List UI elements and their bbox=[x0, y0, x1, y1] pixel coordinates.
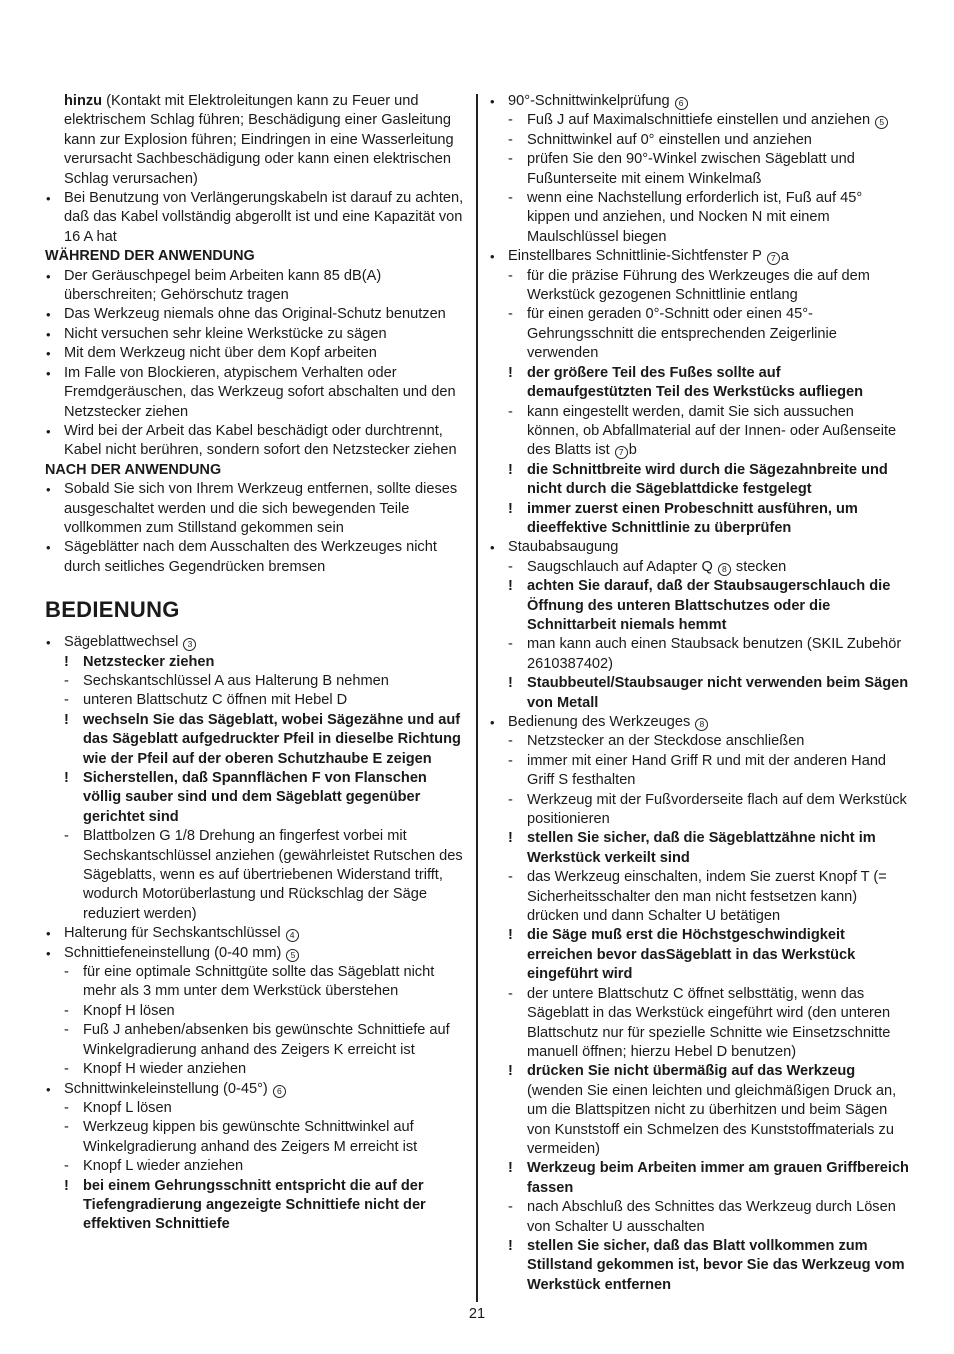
item-text: drücken Sie nicht übermäßig auf das Werkzeug bbox=[527, 1063, 856, 1080]
dash-item bbox=[64, 827, 467, 924]
warning-item bbox=[508, 926, 909, 984]
item-text: Werkzeug beim Arbeiten immer am grauen Griffbereich fassen bbox=[527, 1160, 909, 1196]
warning-marker: ! bbox=[508, 830, 513, 847]
dash-marker: - bbox=[64, 1099, 69, 1116]
bold-lead: hinzu bbox=[64, 93, 103, 109]
item-text: Fuß J anheben/absenken bis gewünschte Schnittiefe auf Winkelgradierung anhand des Zeigers K erreicht ist bbox=[83, 1022, 450, 1058]
bullet-item bbox=[45, 633, 467, 652]
warning-marker: ! bbox=[508, 927, 513, 944]
bullet-marker: • bbox=[490, 94, 495, 109]
dash-item bbox=[508, 189, 909, 247]
item-text: 90°-Schnittwinkelprüfung bbox=[508, 93, 670, 109]
item-text: unteren Blattschutz C öffnen mit Hebel D bbox=[83, 692, 348, 709]
item-text: bei einem Gehrungsschnitt entspricht die auf der Tiefengradierung angezeigte Schnittiefe nicht der effektiven Schnittiefe bbox=[83, 1177, 426, 1233]
item-text: die Säge muß erst die Höchstgeschwindigkeit erreichen bevor dasSägeblatt in das Werkstück eingeführt wird bbox=[527, 927, 856, 983]
dash-marker: - bbox=[64, 692, 69, 709]
bullet-item bbox=[489, 92, 909, 111]
warning-item bbox=[508, 829, 909, 868]
bullet-marker: • bbox=[490, 540, 495, 556]
dash-marker: - bbox=[508, 985, 513, 1002]
bullet-marker: • bbox=[46, 635, 51, 651]
bullet-item bbox=[45, 924, 467, 943]
bullet-item bbox=[45, 305, 467, 324]
item-text: Sicherstellen, daß Spannflächen F von Flanschen völlig sauber sind und dem Sägeblatt gegenüber gerichtet sind bbox=[83, 770, 427, 825]
figure-reference: 7 bbox=[767, 252, 780, 265]
dash-marker: - bbox=[508, 190, 513, 207]
dash-item bbox=[64, 1099, 467, 1118]
bullet-marker: • bbox=[46, 482, 51, 498]
subsection-heading: WÄHREND DER ANWENDUNG bbox=[45, 248, 255, 265]
item-text: der untere Blattschutz C öffnet selbsttätig, wenn das Sägeblatt in das Werkstück eingeführt wird (den unteren Blattschutz nur für spezielle Schnitte wie Einsetzschnitte manuell öffnen; hierzu Hebel D benutzen) bbox=[527, 985, 891, 1060]
bullet-item bbox=[45, 944, 467, 963]
dash-item bbox=[64, 672, 467, 691]
bullet-marker: • bbox=[46, 926, 51, 942]
dash-marker: - bbox=[64, 828, 69, 845]
figure-reference: 5 bbox=[286, 949, 299, 962]
dash-item bbox=[508, 111, 909, 130]
dash-marker: - bbox=[508, 558, 513, 575]
item-text: Sechskantschlüssel A aus Halterung B nehmen bbox=[83, 672, 389, 689]
figure-reference: 6 bbox=[273, 1085, 286, 1098]
warning-item bbox=[64, 1177, 467, 1235]
warning-marker: ! bbox=[508, 1063, 513, 1080]
dash-marker: - bbox=[508, 267, 513, 284]
dash-marker: - bbox=[64, 672, 69, 689]
warning-marker: ! bbox=[64, 711, 69, 728]
item-text: Einstellbares Schnittlinie-Sichtfenster P bbox=[508, 248, 762, 265]
item-text: Sägeblattwechsel bbox=[64, 634, 179, 651]
item-text: Halterung für Sechskantschlüssel bbox=[64, 925, 281, 942]
item-text: Knopf H lösen bbox=[83, 1002, 175, 1019]
paragraph-continuation bbox=[45, 92, 467, 189]
item-text: Das Werkzeug niemals ohne das Original-Schutz benutzen bbox=[64, 306, 446, 323]
warning-marker: ! bbox=[64, 1177, 69, 1194]
figure-reference: 8 bbox=[718, 563, 731, 576]
dash-item bbox=[64, 1002, 467, 1021]
warning-marker: ! bbox=[508, 364, 513, 381]
figure-reference: 4 bbox=[286, 929, 299, 942]
item-text: Staubabsaugung bbox=[508, 539, 619, 556]
dash-item bbox=[508, 131, 909, 150]
warning-item bbox=[64, 769, 467, 827]
figure-reference: 6 bbox=[675, 97, 688, 110]
item-text: wenn eine Nachstellung erforderlich ist, Fuß auf 45° kippen und anziehen, und Nocken N mit einem Maulschlüssel biegen bbox=[527, 190, 863, 245]
item-text: Sobald Sie sich von Ihrem Werkzeug entfernen, sollte dieses ausgeschaltet werden und die sich bewegenden Teile vollkommen zum Stillstand gekommen sein bbox=[64, 481, 458, 536]
item-text: kann eingestellt werden, damit Sie sich aussuchen können, ob Abfallmaterial auf der Innen- oder Außenseite des Blatts ist bbox=[527, 403, 897, 459]
dash-item bbox=[508, 868, 909, 926]
reference-suffix: b bbox=[628, 442, 637, 459]
dash-marker: - bbox=[508, 151, 513, 168]
left-column bbox=[45, 92, 467, 1235]
dash-marker: - bbox=[508, 306, 513, 323]
column-divider bbox=[476, 94, 478, 1302]
warning-item bbox=[508, 500, 909, 539]
bullet-marker: • bbox=[46, 307, 51, 323]
dash-item bbox=[508, 305, 909, 363]
item-text: Staubbeutel/Staubsauger nicht verwenden beim Sägen von Metall bbox=[527, 675, 909, 711]
item-text: Mit dem Werkzeug nicht über dem Kopf arbeiten bbox=[64, 345, 377, 362]
bullet-marker: • bbox=[46, 945, 51, 961]
warning-marker: ! bbox=[508, 1237, 513, 1254]
bullet-item bbox=[45, 1080, 467, 1099]
item-text: Schnittwinkeleinstellung (0-45°) bbox=[64, 1080, 268, 1097]
item-text: die Schnittbreite wird durch die Sägezahnbreite und nicht durch die Sägeblattdicke festgelegt bbox=[527, 461, 888, 498]
dash-item bbox=[508, 752, 909, 791]
figure-reference: 3 bbox=[183, 638, 196, 651]
dash-item bbox=[508, 267, 909, 306]
item-text: achten Sie darauf, daß der Staubsaugerschlauch die Öffnung des unteren Blattschutzes oder die Schnittarbeit niemals hemmt bbox=[527, 578, 891, 633]
dash-marker: - bbox=[508, 403, 513, 420]
dash-item bbox=[508, 558, 909, 577]
dash-item bbox=[64, 1157, 467, 1176]
dash-marker: - bbox=[508, 112, 513, 129]
dash-marker: - bbox=[508, 131, 513, 148]
section-title: BEDIENUNG bbox=[45, 597, 180, 623]
warning-item bbox=[508, 1237, 909, 1295]
bullet-marker: • bbox=[490, 249, 495, 265]
item-text: Bedienung des Werkzeuges bbox=[508, 714, 691, 730]
dash-marker: - bbox=[64, 1119, 69, 1136]
warning-marker: ! bbox=[508, 461, 513, 478]
item-text: für eine optimale Schnittgüte sollte das Sägeblatt nicht mehr als 3 mm unter dem Werkstück überstehen bbox=[83, 964, 435, 1000]
subsection-heading: NACH DER ANWENDUNG bbox=[45, 461, 222, 478]
figure-reference: 5 bbox=[875, 116, 888, 129]
figure-reference: 7 bbox=[615, 446, 628, 459]
dash-marker: - bbox=[508, 752, 513, 769]
item-text: Nicht versuchen sehr kleine Werkstücke zu sägen bbox=[64, 325, 387, 342]
bullet-item bbox=[45, 538, 467, 577]
dash-marker: - bbox=[64, 1022, 69, 1039]
item-text: wechseln Sie das Sägeblatt, wobei Sägezähne und auf das Sägeblatt aufgedruckter Pfeil in dieselbe Richtung wie der Pfeil auf der oberen Schutzhaube E zeigen bbox=[83, 711, 461, 767]
item-text: Saugschlauch auf Adapter Q bbox=[527, 558, 713, 575]
warning-item bbox=[508, 577, 909, 635]
item-tail: (wenden Sie einen leichten und gleichmäßigen Druck an, um die Blattspitzen nicht zu überhitzen und beim Sägen von Kunststoff ein Schmelzen des Kunststoffmaterials zu vermeiden) bbox=[527, 1082, 897, 1157]
item-text: nach Abschluß des Schnittes das Werkzeug durch Lösen von Schalter U ausschalten bbox=[527, 1199, 896, 1235]
item-text: man kann auch einen Staubsack benutzen (SKIL Zubehör 2610387402) bbox=[527, 636, 902, 672]
item-text: stellen Sie sicher, daß die Sägeblattzähne nicht im Werkstück verkeilt sind bbox=[527, 830, 876, 866]
item-text: für die präzise Führung des Werkzeuges die auf dem Werkstück gezogenen Schnittlinie entlang bbox=[527, 267, 870, 304]
bullet-item bbox=[45, 480, 467, 538]
item-text: Wird bei der Arbeit das Kabel beschädigt oder durchtrennt, Kabel nicht berühren, sondern sofort den Netzstecker ziehen bbox=[64, 422, 457, 459]
bullet-marker: • bbox=[46, 326, 51, 342]
dash-marker: - bbox=[508, 733, 513, 750]
dash-marker: - bbox=[508, 636, 513, 653]
dash-item bbox=[64, 1060, 467, 1079]
dash-item bbox=[64, 963, 467, 1002]
dash-item bbox=[508, 732, 909, 751]
warning-item bbox=[508, 364, 909, 403]
item-text: der größere Teil des Fußes sollte auf demaufgestützten Teil des Werkstücks aufliegen bbox=[527, 364, 864, 401]
bullet-item bbox=[45, 325, 467, 344]
dash-item bbox=[508, 635, 909, 674]
dash-marker: - bbox=[508, 1199, 513, 1216]
item-text: Schnittiefeneinstellung (0-40 mm) bbox=[64, 944, 282, 961]
dash-marker: - bbox=[64, 1061, 69, 1078]
page-number: 21 bbox=[468, 1306, 486, 1322]
bullet-item bbox=[489, 713, 909, 732]
dash-item bbox=[508, 985, 909, 1063]
reference-suffix: a bbox=[780, 248, 789, 265]
dash-item bbox=[64, 691, 467, 710]
warning-marker: ! bbox=[508, 1160, 513, 1177]
item-text: Fuß J auf Maximalschnittiefe einstellen und anziehen bbox=[527, 112, 871, 129]
item-text: das Werkzeug einschalten, indem Sie zuerst Knopf T (= Sicherheitsschalter den man nicht festsetzen kann) drücken und dann Schalter U betätigen bbox=[527, 869, 887, 925]
item-text: Der Geräuschpegel beim Arbeiten kann 85 dB(A) überschreiten; Gehörschutz tragen bbox=[64, 267, 382, 304]
item-text: Werkzeug kippen bis gewünschte Schnittwinkel auf Winkelgradierung anhand des Zeigers M erreicht ist bbox=[83, 1119, 418, 1155]
item-text: Knopf L wieder anziehen bbox=[83, 1158, 244, 1175]
warning-item bbox=[64, 653, 467, 672]
item-text: immer mit einer Hand Griff R und mit der anderen Hand Griff S festhalten bbox=[527, 752, 887, 789]
warning-marker: ! bbox=[508, 675, 513, 692]
warning-item bbox=[508, 1159, 909, 1198]
item-text: stellen Sie sicher, daß das Blatt vollkommen zum Stillstand gekommen ist, bevor Sie das Werkzeug vom Werkstück entfernen bbox=[527, 1237, 905, 1293]
dash-marker: - bbox=[508, 869, 513, 886]
item-text: Netzstecker an der Steckdose anschließen bbox=[527, 733, 805, 750]
bullet-marker: • bbox=[46, 1081, 51, 1097]
item-text: Knopf H wieder anziehen bbox=[83, 1061, 247, 1078]
dash-item bbox=[64, 1118, 467, 1157]
dash-marker: - bbox=[64, 1158, 69, 1175]
item-text: Im Falle von Blockieren, atypischem Verhalten oder Fremdgeräuschen, das Werkzeug sofort abschalten und den Netzstecker ziehen bbox=[64, 364, 456, 420]
reference-suffix: stecken bbox=[731, 558, 787, 575]
bullet-marker: • bbox=[46, 365, 51, 381]
bullet-marker: • bbox=[490, 715, 495, 730]
bullet-marker: • bbox=[46, 540, 51, 556]
bullet-marker: • bbox=[46, 346, 51, 362]
warning-item bbox=[508, 674, 909, 713]
bullet-item bbox=[45, 267, 467, 306]
dash-marker: - bbox=[64, 1002, 69, 1019]
item-text: für einen geraden 0°-Schnitt oder einen 45°-Gehrungsschnitt die entsprechenden Zeigerlinie verwenden bbox=[527, 306, 837, 362]
right-column bbox=[489, 92, 909, 1295]
item-text: Schnittwinkel auf 0° einstellen und anziehen bbox=[527, 131, 812, 148]
dash-item bbox=[508, 403, 909, 461]
figure-reference: 8 bbox=[695, 718, 708, 731]
bullet-item bbox=[45, 364, 467, 422]
dash-marker: - bbox=[64, 964, 69, 981]
item-text: Netzstecker ziehen bbox=[83, 653, 215, 670]
bullet-item bbox=[489, 538, 909, 557]
paragraph-text: (Kontakt mit Elektroleitungen kann zu Feuer und elektrischem Schlag führen; Beschädigung einer Gasleitung kann zur Explosion führen; Eindringen in eine Wasserleitung verursacht Sachbeschädigung oder kann einen elektrischen Schlag verursachen) bbox=[64, 93, 454, 187]
dash-item bbox=[64, 1021, 467, 1060]
bullet-item bbox=[489, 247, 909, 266]
bullet-item bbox=[45, 344, 467, 363]
item-text: Werkzeug mit der Fußvorderseite flach auf dem Werkstück positionieren bbox=[527, 791, 907, 828]
dash-marker: - bbox=[508, 791, 513, 808]
item-text: prüfen Sie den 90°-Winkel zwischen Sägeblatt und Fußunterseite mit einem Winkelmaß bbox=[527, 151, 855, 187]
dash-item bbox=[508, 1198, 909, 1237]
bullet-marker: • bbox=[46, 423, 51, 439]
bullet-item bbox=[45, 422, 467, 461]
warning-item bbox=[64, 711, 467, 769]
dash-item bbox=[508, 150, 909, 189]
item-text: Blattbolzen G 1/8 Drehung an fingerfest vorbei mit Sechskantschlüssel anziehen (gewährleistet Rutschen des Sägeblatts, wenn es auf übertriebenen Widerstand trifft, wodurch Motorüberlastung und Rückschlag der Säge reduziert werden) bbox=[83, 828, 463, 922]
warning-marker: ! bbox=[64, 770, 69, 786]
warning-marker: ! bbox=[508, 578, 513, 595]
warning-marker: ! bbox=[508, 500, 513, 517]
bullet-marker: • bbox=[46, 268, 51, 284]
item-text: Sägeblätter nach dem Ausschalten des Werkzeuges nicht durch seitliches Gegendrücken bremsen bbox=[64, 539, 437, 575]
item-text: Bei Benutzung von Verlängerungskabeln ist darauf zu achten, daß das Kabel vollständig abgerollt ist und eine Kapazität von 16 A hat bbox=[64, 190, 464, 245]
item-text: immer zuerst einen Probeschnitt ausführen, um dieeffektive Schnittlinie zu überprüfen bbox=[527, 500, 858, 536]
warning-item bbox=[508, 461, 909, 500]
warning-marker: ! bbox=[64, 653, 69, 670]
bullet-item bbox=[45, 189, 467, 247]
item-text: Knopf L lösen bbox=[83, 1099, 172, 1116]
dash-item bbox=[508, 791, 909, 830]
bullet-marker: • bbox=[46, 191, 51, 207]
warning-item bbox=[508, 1062, 909, 1159]
